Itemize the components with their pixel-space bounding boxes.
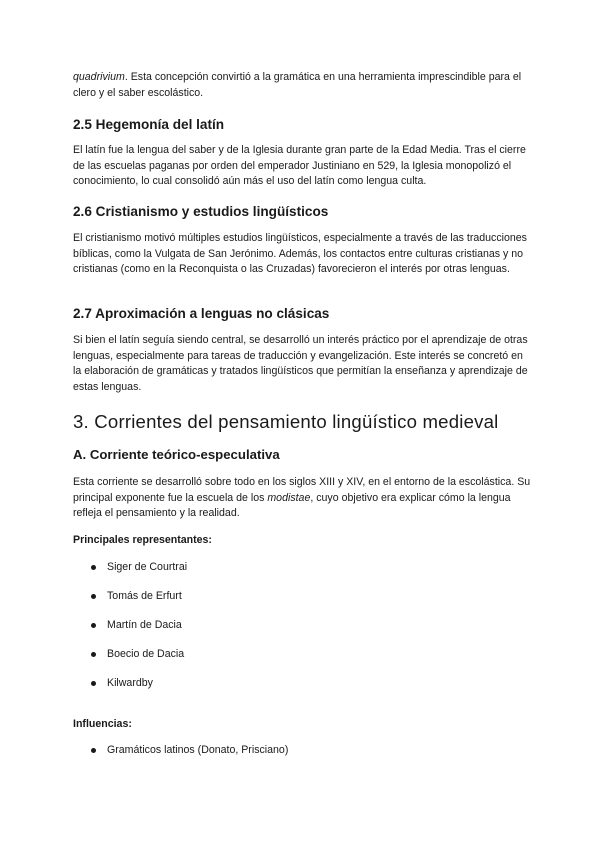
intro-paragraph xyxy=(73,70,533,101)
list-item-label: Tomás de Erfurt xyxy=(107,590,182,602)
list-item xyxy=(91,618,182,633)
section-a-text-2: , cuyo objetivo era explicar cómo la lengua refleja el pensamiento y la realidad. xyxy=(73,491,511,520)
list-item-label: Gramáticos latinos (Donato, Prisciano) xyxy=(107,744,289,756)
section-a-emphasis: modistae xyxy=(267,491,311,504)
section-2-6-heading: 2.6 Cristianismo y estudios lingüísticos xyxy=(73,204,329,219)
list-item xyxy=(91,743,288,758)
section-2-6-paragraph: El cristianismo motivó múltiples estudios lingüísticos, especialmente a través de las traducciones bíblicas, como la Vulgata de San Jerónimo. Además, los contactos entre culturas cristianas y no cristianas (como en la Reconquista o las Cruzadas) favorecieron el interés por otras lenguas. xyxy=(73,232,527,276)
bullet-icon xyxy=(91,594,96,599)
list-item xyxy=(91,589,182,604)
list-item xyxy=(91,647,184,662)
list-item-label: Boecio de Dacia xyxy=(107,648,185,660)
list-item-label: Martín de Dacia xyxy=(107,619,182,631)
bullet-icon xyxy=(91,565,96,570)
intro-text: . Esta concepción convirtió a la gramática en una herramienta imprescindible para el clero y el saber escolástico. xyxy=(73,71,522,99)
bullet-icon xyxy=(91,681,96,686)
chapter-3-heading: 3. Corrientes del pensamiento lingüístico medieval xyxy=(73,411,499,432)
bullet-icon xyxy=(91,748,96,753)
bullet-icon xyxy=(91,652,96,657)
section-2-7-heading: 2.7 Aproximación a lenguas no clásicas xyxy=(73,306,330,321)
influences-label: Influencias: xyxy=(73,718,132,730)
list-item-label: Siger de Courtrai xyxy=(107,561,188,573)
section-a-heading: A. Corriente teórico-especulativa xyxy=(73,447,280,462)
section-2-5-paragraph: El latín fue la lengua del saber y de la Iglesia durante gran parte de la Edad Media. Tras el cierre de las escuelas paganas por orden del emperador Justiniano en 529, la Iglesia monopolizó el conocimiento, lo cual consolidó aún más el uso del latín como lengua culta. xyxy=(73,144,526,188)
section-2-7-paragraph: Si bien el latín seguía siendo central, se desarrolló un interés práctico por el aprendizaje de otras lenguas, especialmente para tareas de traducción y evangelización. Este interés se concretó en la elaboración de gramáticas y tratados lingüísticos que permitían la enseñanza y aprendizaje de estas lenguas. xyxy=(73,334,528,393)
representatives-label: Principales representantes: xyxy=(73,534,212,546)
section-a-paragraph xyxy=(73,475,533,522)
list-item xyxy=(91,560,187,575)
bullet-icon xyxy=(91,623,96,628)
section-2-5-heading: 2.5 Hegemonía del latín xyxy=(73,117,225,132)
section-a-text-1: Esta corriente se desarrolló sobre todo en los siglos XIII y XIV, en el entorno de la escolástica. Su principal exponente fue la escuela de los xyxy=(73,476,531,504)
list-item xyxy=(91,676,153,691)
list-item-label: Kilwardby xyxy=(107,677,153,689)
intro-emphasis: quadrivium xyxy=(73,71,125,83)
